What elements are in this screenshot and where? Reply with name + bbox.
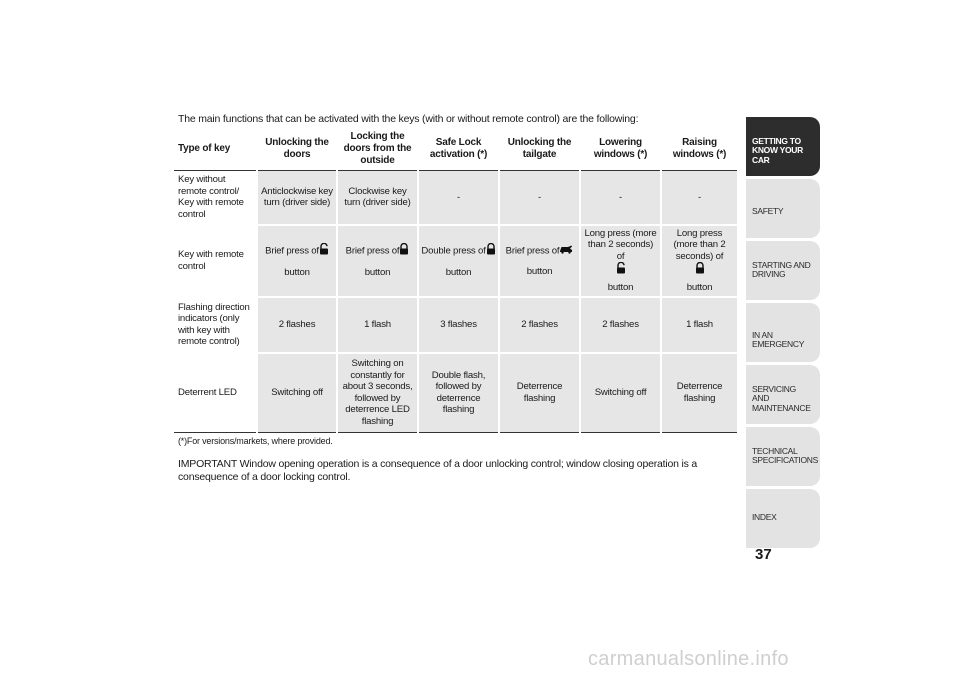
table-row — [174, 171, 737, 225]
key-functions-table — [174, 128, 737, 433]
padlock-open-icon — [319, 243, 329, 259]
column-header-lowering-windows: Lowering windows (*) — [580, 128, 661, 171]
table-row — [174, 353, 737, 433]
column-header-locking-doors: Locking the doors from the outside — [337, 128, 418, 171]
table-cell: Switching off — [580, 353, 661, 433]
column-header-safe-lock: Safe Lock activation (*) — [418, 128, 499, 171]
table-cell: - — [418, 171, 499, 225]
row-header: Deterrent LED — [174, 353, 257, 433]
table-cell: - — [499, 171, 580, 225]
cell-text: button — [607, 281, 634, 293]
table-cell — [337, 225, 418, 297]
page-number: 37 — [755, 546, 772, 563]
table-row — [174, 297, 737, 353]
cell-text: Long press (more than 2 seconds) of — [584, 227, 657, 262]
table-cell — [418, 225, 499, 297]
table-cell: Deterrence flashing — [661, 353, 737, 433]
footnote: (*)For versions/markets, where provided. — [178, 436, 333, 446]
table-cell: Switching off — [257, 353, 337, 433]
table-cell: 2 flashes — [499, 297, 580, 353]
padlock-closed-icon — [664, 262, 735, 278]
table-cell — [257, 225, 337, 297]
row-header: Key without remote control/ Key with remote control — [174, 171, 257, 225]
table-cell — [661, 225, 737, 297]
table-cell: Clockwise key turn (driver side) — [337, 171, 418, 225]
car-tailgate-icon — [559, 244, 573, 258]
tab-getting-to-know-your-car[interactable]: GETTING TO KNOW YOUR CAR — [746, 117, 820, 176]
cell-text: Brief press of — [345, 245, 400, 257]
table-cell: 1 flash — [661, 297, 737, 353]
padlock-open-icon — [583, 262, 658, 278]
column-header-unlocking-tailgate: Unlocking the tailgate — [499, 128, 580, 171]
cell-text: Brief press of — [505, 245, 560, 257]
cell-text: button — [445, 266, 472, 278]
cell-text: Long press (more than 2 seconds) of — [673, 227, 726, 262]
chapter-tabs — [746, 117, 820, 551]
column-header-unlocking-doors: Unlocking the doors — [257, 128, 337, 171]
tab-index[interactable]: INDEX — [746, 489, 820, 548]
table-cell — [499, 225, 580, 297]
table-cell: 2 flashes — [580, 297, 661, 353]
intro-text: The main functions that can be activated with the keys (with or without remote control) are the following: — [178, 113, 639, 125]
watermark: carmanualsonline.info — [588, 648, 789, 670]
important-note: IMPORTANT Window opening operation is a consequence of a door unlocking control; window closing operation is a consequence of a door locking control. — [178, 458, 698, 483]
table-cell: Anticlockwise key turn (driver side) — [257, 171, 337, 225]
table-cell: 3 flashes — [418, 297, 499, 353]
cell-text: button — [686, 281, 713, 293]
table-cell: - — [580, 171, 661, 225]
tab-technical-specifications[interactable]: TECHNICAL SPECIFICATIONS — [746, 427, 820, 486]
tab-starting-and-driving[interactable]: STARTING AND DRIVING — [746, 241, 820, 300]
column-header-type-of-key: Type of key — [178, 143, 231, 154]
cell-text: Brief press of — [265, 245, 319, 257]
cell-text: Double press of — [421, 245, 486, 257]
cell-text: button — [526, 265, 553, 277]
row-header: Flashing direction indicators (only with key with remote control) — [174, 297, 257, 353]
table-header-row — [174, 128, 737, 171]
table-cell: 1 flash — [337, 297, 418, 353]
table-cell: Deterrence flashing — [499, 353, 580, 433]
tab-in-an-emergency[interactable]: IN AN EMERGENCY — [746, 303, 820, 362]
cell-text: button — [284, 266, 310, 278]
tab-safety[interactable]: SAFETY — [746, 179, 820, 238]
table-cell: Switching on constantly for about 3 seconds, followed by deterrence LED flashing — [337, 353, 418, 433]
tab-servicing-and-maintenance[interactable]: SERVICING AND MAINTENANCE — [746, 365, 820, 424]
cell-text: button — [364, 266, 391, 278]
padlock-closed-icon — [486, 243, 496, 259]
table-cell: Double flash, followed by deterrence flashing — [418, 353, 499, 433]
row-header: Key with remote control — [174, 225, 257, 297]
table-row — [174, 225, 737, 297]
table-cell: 2 flashes — [257, 297, 337, 353]
table-cell — [580, 225, 661, 297]
table-cell: - — [661, 171, 737, 225]
padlock-closed-icon — [399, 243, 409, 259]
column-header-raising-windows: Raising windows (*) — [661, 128, 737, 171]
